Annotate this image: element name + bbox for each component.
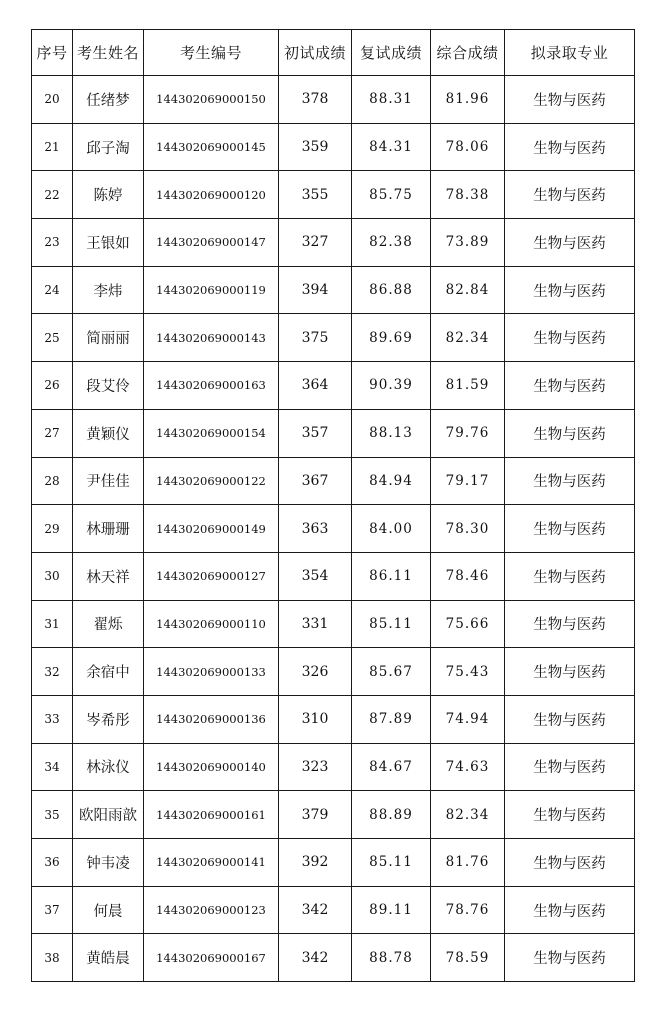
table-row [32, 886, 635, 934]
cell-total-score: 82.34 [431, 314, 505, 362]
cell-seq: 23 [32, 219, 73, 267]
cell-candidate-id: 144302069000161 [144, 791, 279, 839]
cell-candidate-id: 144302069000140 [144, 743, 279, 791]
table-row [32, 362, 635, 410]
cell-initial-score: 326 [279, 648, 352, 696]
cell-major: 生物与医药 [505, 552, 635, 600]
cell-seq: 22 [32, 171, 73, 219]
header-name: 考生姓名 [73, 30, 144, 76]
table-row [32, 648, 635, 696]
cell-major: 生物与医药 [505, 648, 635, 696]
cell-retest-score: 87.89 [352, 695, 431, 743]
cell-candidate-id: 144302069000167 [144, 934, 279, 982]
cell-retest-score: 88.13 [352, 409, 431, 457]
cell-name: 黄颖仪 [73, 409, 144, 457]
table-row [32, 743, 635, 791]
cell-seq: 32 [32, 648, 73, 696]
cell-retest-score: 84.67 [352, 743, 431, 791]
cell-name: 林泳仪 [73, 743, 144, 791]
cell-major: 生物与医药 [505, 76, 635, 124]
cell-retest-score: 90.39 [352, 362, 431, 410]
cell-initial-score: 364 [279, 362, 352, 410]
cell-name: 余宿中 [73, 648, 144, 696]
cell-initial-score: 327 [279, 219, 352, 267]
cell-name: 简丽丽 [73, 314, 144, 362]
cell-candidate-id: 144302069000154 [144, 409, 279, 457]
cell-candidate-id: 144302069000149 [144, 505, 279, 553]
header-retest-score: 复试成绩 [352, 30, 431, 76]
cell-candidate-id: 144302069000163 [144, 362, 279, 410]
cell-name: 翟烁 [73, 600, 144, 648]
cell-total-score: 75.66 [431, 600, 505, 648]
table-row [32, 123, 635, 171]
cell-total-score: 78.76 [431, 886, 505, 934]
table-row [32, 600, 635, 648]
cell-initial-score: 357 [279, 409, 352, 457]
cell-candidate-id: 144302069000150 [144, 76, 279, 124]
header-total-score: 综合成绩 [431, 30, 505, 76]
cell-retest-score: 86.11 [352, 552, 431, 600]
cell-retest-score: 88.78 [352, 934, 431, 982]
cell-major: 生物与医药 [505, 314, 635, 362]
cell-retest-score: 82.38 [352, 219, 431, 267]
cell-retest-score: 85.75 [352, 171, 431, 219]
cell-seq: 33 [32, 695, 73, 743]
cell-total-score: 74.63 [431, 743, 505, 791]
cell-major: 生物与医药 [505, 362, 635, 410]
cell-initial-score: 331 [279, 600, 352, 648]
cell-seq: 38 [32, 934, 73, 982]
header-initial-score: 初试成绩 [279, 30, 352, 76]
cell-major: 生物与医药 [505, 457, 635, 505]
cell-initial-score: 355 [279, 171, 352, 219]
cell-name: 段艾伶 [73, 362, 144, 410]
cell-total-score: 82.84 [431, 266, 505, 314]
cell-seq: 37 [32, 886, 73, 934]
cell-name: 岑希彤 [73, 695, 144, 743]
cell-major: 生物与医药 [505, 839, 635, 887]
cell-initial-score: 310 [279, 695, 352, 743]
table-row [32, 409, 635, 457]
table-row [32, 314, 635, 362]
header-candidate-id: 考生编号 [144, 30, 279, 76]
cell-seq: 21 [32, 123, 73, 171]
cell-name: 何晨 [73, 886, 144, 934]
cell-candidate-id: 144302069000136 [144, 695, 279, 743]
cell-seq: 20 [32, 76, 73, 124]
cell-name: 陈婷 [73, 171, 144, 219]
cell-initial-score: 378 [279, 76, 352, 124]
cell-initial-score: 394 [279, 266, 352, 314]
table-row [32, 219, 635, 267]
cell-candidate-id: 144302069000123 [144, 886, 279, 934]
table-row [32, 266, 635, 314]
cell-candidate-id: 144302069000122 [144, 457, 279, 505]
table-body [32, 76, 635, 982]
cell-major: 生物与医药 [505, 171, 635, 219]
table-row [32, 791, 635, 839]
cell-total-score: 78.06 [431, 123, 505, 171]
table-row [32, 839, 635, 887]
cell-candidate-id: 144302069000110 [144, 600, 279, 648]
cell-seq: 36 [32, 839, 73, 887]
cell-candidate-id: 144302069000143 [144, 314, 279, 362]
cell-total-score: 74.94 [431, 695, 505, 743]
cell-total-score: 79.76 [431, 409, 505, 457]
table-header-row [32, 30, 635, 76]
table-row [32, 934, 635, 982]
cell-retest-score: 88.89 [352, 791, 431, 839]
cell-name: 欧阳雨歆 [73, 791, 144, 839]
cell-name: 尹佳佳 [73, 457, 144, 505]
cell-initial-score: 375 [279, 314, 352, 362]
cell-total-score: 78.46 [431, 552, 505, 600]
cell-seq: 34 [32, 743, 73, 791]
cell-major: 生物与医药 [505, 409, 635, 457]
cell-initial-score: 342 [279, 886, 352, 934]
cell-candidate-id: 144302069000147 [144, 219, 279, 267]
cell-retest-score: 86.88 [352, 266, 431, 314]
cell-retest-score: 89.11 [352, 886, 431, 934]
cell-major: 生物与医药 [505, 219, 635, 267]
cell-initial-score: 367 [279, 457, 352, 505]
cell-name: 任绪梦 [73, 76, 144, 124]
cell-candidate-id: 144302069000133 [144, 648, 279, 696]
table-row [32, 505, 635, 553]
header-seq: 序号 [32, 30, 73, 76]
cell-initial-score: 342 [279, 934, 352, 982]
cell-major: 生物与医药 [505, 743, 635, 791]
cell-seq: 28 [32, 457, 73, 505]
cell-name: 王银如 [73, 219, 144, 267]
cell-candidate-id: 144302069000119 [144, 266, 279, 314]
cell-total-score: 75.43 [431, 648, 505, 696]
cell-name: 林珊珊 [73, 505, 144, 553]
cell-retest-score: 88.31 [352, 76, 431, 124]
cell-major: 生物与医药 [505, 505, 635, 553]
cell-seq: 31 [32, 600, 73, 648]
cell-total-score: 82.34 [431, 791, 505, 839]
cell-seq: 30 [32, 552, 73, 600]
cell-retest-score: 85.11 [352, 600, 431, 648]
cell-candidate-id: 144302069000127 [144, 552, 279, 600]
cell-major: 生物与医药 [505, 123, 635, 171]
cell-retest-score: 85.11 [352, 839, 431, 887]
cell-total-score: 78.59 [431, 934, 505, 982]
cell-initial-score: 379 [279, 791, 352, 839]
cell-total-score: 73.89 [431, 219, 505, 267]
cell-candidate-id: 144302069000141 [144, 839, 279, 887]
cell-retest-score: 84.31 [352, 123, 431, 171]
cell-name: 邱子淘 [73, 123, 144, 171]
admission-list-table-container [31, 29, 634, 982]
cell-major: 生物与医药 [505, 600, 635, 648]
table-row [32, 76, 635, 124]
cell-seq: 29 [32, 505, 73, 553]
table-row [32, 171, 635, 219]
cell-candidate-id: 144302069000145 [144, 123, 279, 171]
table-row [32, 552, 635, 600]
cell-major: 生物与医药 [505, 934, 635, 982]
cell-retest-score: 84.00 [352, 505, 431, 553]
cell-initial-score: 359 [279, 123, 352, 171]
table-row [32, 457, 635, 505]
cell-initial-score: 354 [279, 552, 352, 600]
admission-list-table [31, 29, 635, 982]
cell-seq: 27 [32, 409, 73, 457]
cell-total-score: 81.76 [431, 839, 505, 887]
cell-initial-score: 323 [279, 743, 352, 791]
cell-retest-score: 85.67 [352, 648, 431, 696]
cell-major: 生物与医药 [505, 791, 635, 839]
cell-major: 生物与医药 [505, 695, 635, 743]
cell-retest-score: 89.69 [352, 314, 431, 362]
cell-total-score: 78.30 [431, 505, 505, 553]
cell-seq: 35 [32, 791, 73, 839]
cell-total-score: 79.17 [431, 457, 505, 505]
cell-total-score: 78.38 [431, 171, 505, 219]
table-row [32, 695, 635, 743]
cell-name: 李炜 [73, 266, 144, 314]
cell-total-score: 81.96 [431, 76, 505, 124]
cell-seq: 26 [32, 362, 73, 410]
cell-name: 钟韦凌 [73, 839, 144, 887]
cell-major: 生物与医药 [505, 266, 635, 314]
cell-seq: 24 [32, 266, 73, 314]
cell-name: 黄皓晨 [73, 934, 144, 982]
cell-major: 生物与医药 [505, 886, 635, 934]
cell-initial-score: 392 [279, 839, 352, 887]
cell-name: 林天祥 [73, 552, 144, 600]
cell-total-score: 81.59 [431, 362, 505, 410]
header-major: 拟录取专业 [505, 30, 635, 76]
cell-seq: 25 [32, 314, 73, 362]
cell-retest-score: 84.94 [352, 457, 431, 505]
cell-initial-score: 363 [279, 505, 352, 553]
cell-candidate-id: 144302069000120 [144, 171, 279, 219]
